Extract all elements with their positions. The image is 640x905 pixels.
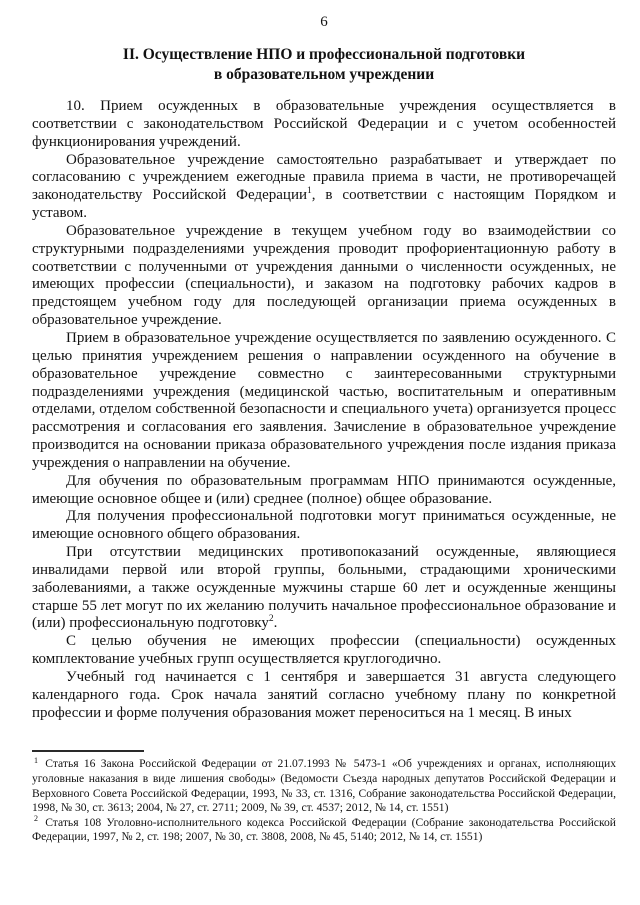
paragraph: Образовательное учреждение самостоятельно разрабатывает и утверждает по согласованию с учреждением ежегодные правила приема в части, не противоречащей законодательству Российской Федерации$^1$, в соответствии с настоящим Порядком и уставом. [32, 151, 616, 222]
footnote-marker: 1 [34, 755, 38, 765]
section-heading [32, 45, 616, 85]
footnote: $^1$ Статья 16 Закона Российской Федерации от 21.07.1993 № 5473-1 «Об учреждениях и органах, исполняющих уголовные наказания в виде лишения свободы» (Ведомости Съезда народных депутатов Российской Федерации и Верховного Совета Российской Федерации, 1993, № 33, ст. 1316, Собрание законодательства Российской Федерации, 1998, № 30, ст. 3613; 2004, № 27, ст. 2711; 2009, № 39, ст. 4537; 2012, № 14, ст. 1551) [32, 755, 616, 815]
paragraph: Для обучения по образовательным программам НПО принимаются осужденные, имеющие основное общее и (или) среднее (полное) общее образование. [32, 472, 616, 507]
paragraph: 10. Прием осужденных в образовательные учреждения осуществляется в соответствии с законодательством Российской Федерации и с учетом особенностей функционирования учреждений. [32, 98, 616, 150]
footnote-ref: 1 [307, 186, 312, 197]
paragraph: Учебный год начинается с 1 сентября и завершается 31 августа следующего календарного года. Срок начала занятий согласно учебному плану по конкретной профессии и форме получения образования может переноситься на 1 месяц. В иных [32, 669, 616, 721]
footnote: $^2$ Статья 108 Уголовно-исполнительного кодекса Российской Федерации (Собрание законодательства Российской Федерации, 1997, № 2, ст. 198; 2007, № 30, ст. 3808, 2008, № 45, 5140; 2012, № 14, ст. 1551) [32, 813, 616, 844]
footnote-marker: 2 [34, 813, 38, 823]
footnote-ref: 2 [268, 614, 274, 625]
paragraph: Для получения профессиональной подготовки могут приниматься осужденные, не имеющие основного общего образования. [32, 508, 616, 543]
footnote-area [32, 750, 616, 845]
footnote-separator [32, 750, 144, 752]
section-heading-line-1: II. Осуществление НПО и профессиональной подготовки [122, 46, 526, 63]
footnotes [32, 757, 616, 845]
section-heading-line-2: в образовательном учреждении [213, 66, 435, 83]
paragraph: Прием в образовательное учреждение осуществляется по заявлению осужденного. С целью принятия учреждением решения о направлении осужденного на обучение в образовательное учреждение совместно с заинтересованными структурными подразделениями учреждения (медицинской частью, воспитательным и оперативным отделами, отделом собственной безопасности и специального учета) организуется процесс рассмотрения и согласования его заявления. Зачисление в образовательное учреждение производится на основании приказа образовательного учреждения после издания приказа учреждения о направлении на обучение. [32, 329, 616, 471]
paragraph: С целью обучения не имеющих профессии (специальности) осужденных комплектование учебных групп осуществляется круглогодично. [32, 633, 616, 668]
document-body [32, 98, 616, 723]
bottom-whitespace [32, 723, 616, 751]
page-number: 6 [320, 14, 328, 30]
paragraph: Образовательное учреждение в текущем учебном году во взаимодействии со структурными подразделениями учреждения проводит профориентационную работу в соответствии с полученными от учреждения данными о численности осужденных, не имеющих профессии (специальности), и заказом на подготовку рабочих кадров в предстоящем учебном году для последующей организации приема осужденных в образовательное учреждение. [32, 222, 616, 329]
paragraph: При отсутствии медицинских противопоказаний осужденные, являющиеся инвалидами первой или второй группы, больными, страдающими хроническими заболеваниями, а также осужденные мужчины старше 60 лет и осужденные женщины старше 55 лет могут по их желанию получить начальное профессиональное образование и (или) профессиональную подготовку$^2$. [32, 544, 616, 632]
